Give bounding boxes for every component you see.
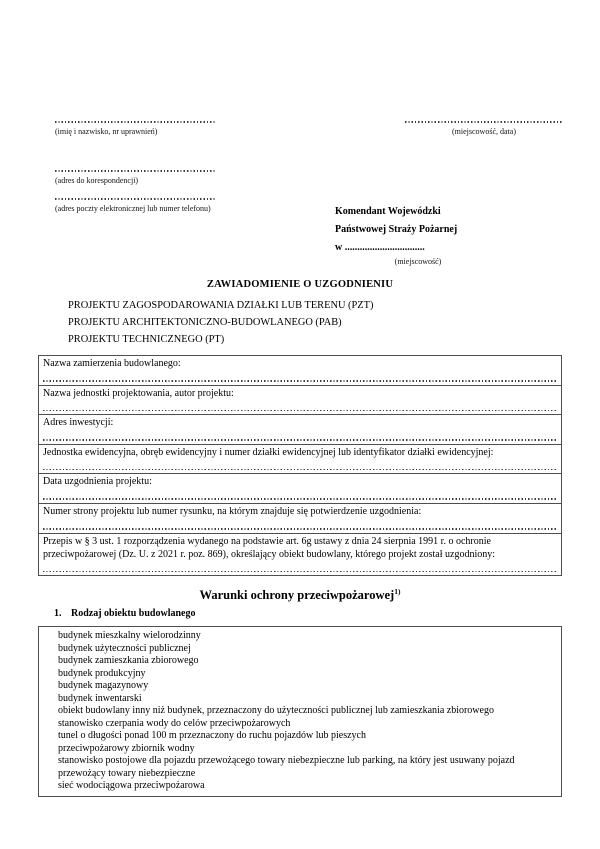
item-1-title: Rodzaj obiektu budowlanego <box>71 608 196 620</box>
building-type-item: stanowisko postojowe dla pojazdu przewożącego towary niebezpieczne lub parking, na który jest usuwany pojazd przewożący towary niebezpieczne <box>58 755 515 779</box>
form-row-label: Nazwa zamierzenia budowlanego: <box>43 358 181 369</box>
building-type-item: budynek magazynowy <box>58 680 149 692</box>
building-type-item: budynek inwentarski <box>58 692 142 704</box>
building-type-item: budynek produkcyjny <box>58 667 146 679</box>
applicant-name-blank-line <box>55 121 215 123</box>
place-date-caption: (miejscowość, data) <box>452 127 516 136</box>
applicant-name-caption: (imię i nazwisko, nr uprawnień) <box>55 127 158 136</box>
building-types-box <box>38 626 562 797</box>
form-row-write-in-line <box>43 410 557 412</box>
form-row-label: Przepis w § 3 ust. 1 rozporządzenia wydanego na podstawie art. 6g ustawy z dnia 24 sierpnia 1991 r. o ochronie przeciwpożarowej (Dz. U. z 2021 r. poz. 869), określający obiekt budowlany, którego projekt został uzgodniony: <box>43 535 495 560</box>
building-type-item: sieć wodociągowa przeciwpożarowa <box>58 780 205 792</box>
addressee-line-2: Państwowej Straży Pożarnej <box>335 224 458 235</box>
email-phone-blank-line <box>55 198 215 200</box>
email-phone-caption: (adres poczty elektronicznej lub numer telefonu) <box>55 204 211 213</box>
form-table-row <box>39 474 561 504</box>
section-title-text: Warunki ochrony przeciwpożarowej <box>199 588 395 603</box>
document-title: ZAWIADOMIENIE O UZGODNIENIU <box>206 279 394 290</box>
form-table-row <box>39 356 561 386</box>
building-type-item: obiekt budowlany inny niż budynek, przeznaczony do użyteczności publicznej lub zamieszkania zbiorowego <box>58 705 494 717</box>
form-row-label: Data uzgodnienia projektu: <box>43 476 152 488</box>
addressee-line-1: Komendant Wojewódzki <box>335 206 441 217</box>
section-title <box>38 584 562 603</box>
building-type-item: przeciwpożarowy zbiornik wodny <box>58 742 195 754</box>
building-type-item: budynek użyteczności publicznej <box>58 642 191 654</box>
building-type-item: budynek mieszkalny wielorodzinny <box>58 630 201 642</box>
project-type-line: PROJEKTU ZAGOSPODAROWANIA DZIAŁKI LUB TERENU (PZT) <box>68 300 374 311</box>
addressee-block <box>335 203 473 266</box>
form-table-row <box>39 386 561 416</box>
form-table-row <box>39 415 561 445</box>
form-row-label: Jednostka ewidencyjna, obręb ewidencyjny i numer działki ewidencyjnej lub identyfikator działki ewidencyjnej: <box>43 446 494 458</box>
item-1-heading <box>38 608 562 620</box>
form-table-row <box>39 445 561 475</box>
form-row-write-in-line <box>43 528 557 530</box>
addressee-place-caption: (miejscowość) <box>394 257 442 266</box>
form-row-write-in-line <box>43 380 557 382</box>
form-row-label: Numer strony projektu lub numer rysunku, na którym znajduje się potwierdzenie uzgodnienia: <box>43 505 422 517</box>
form-table-row <box>39 534 561 576</box>
form-row-write-in-line <box>43 571 557 573</box>
form-row-write-in-line <box>43 439 557 441</box>
project-type-list <box>38 297 562 348</box>
place-date-blank-line <box>405 121 563 123</box>
building-type-item: stanowisko czerpania wody do celów przeciwpożarowych <box>58 717 291 729</box>
item-1-number: 1. <box>54 608 62 620</box>
form-row-write-in-line <box>43 498 557 500</box>
correspondence-address-blank-line <box>55 170 215 172</box>
document-body <box>38 278 562 797</box>
form-row-label: Nazwa jednostki projektowania, autor projektu: <box>43 387 234 399</box>
building-type-item: tunel o długości ponad 100 m przeznaczony do ruchu pojazdów lub pieszych <box>58 730 366 742</box>
form-row-label: Adres inwestycji: <box>43 417 114 429</box>
correspondence-address-caption: (adres do korespondencji) <box>55 176 139 185</box>
addressee-place-blank: w ................................ <box>335 242 425 253</box>
form-table <box>38 355 562 576</box>
form-table-row <box>39 504 561 534</box>
building-type-item: budynek zamieszkania zbiorowego <box>58 655 199 667</box>
footnote-marker: 1) <box>394 587 401 597</box>
form-row-write-in-line <box>43 469 557 471</box>
project-type-line: PROJEKTU ARCHITEKTONICZNO-BUDOWLANEGO (PAB) <box>68 317 342 328</box>
project-type-line: PROJEKTU TECHNICZNEGO (PT) <box>68 334 225 345</box>
